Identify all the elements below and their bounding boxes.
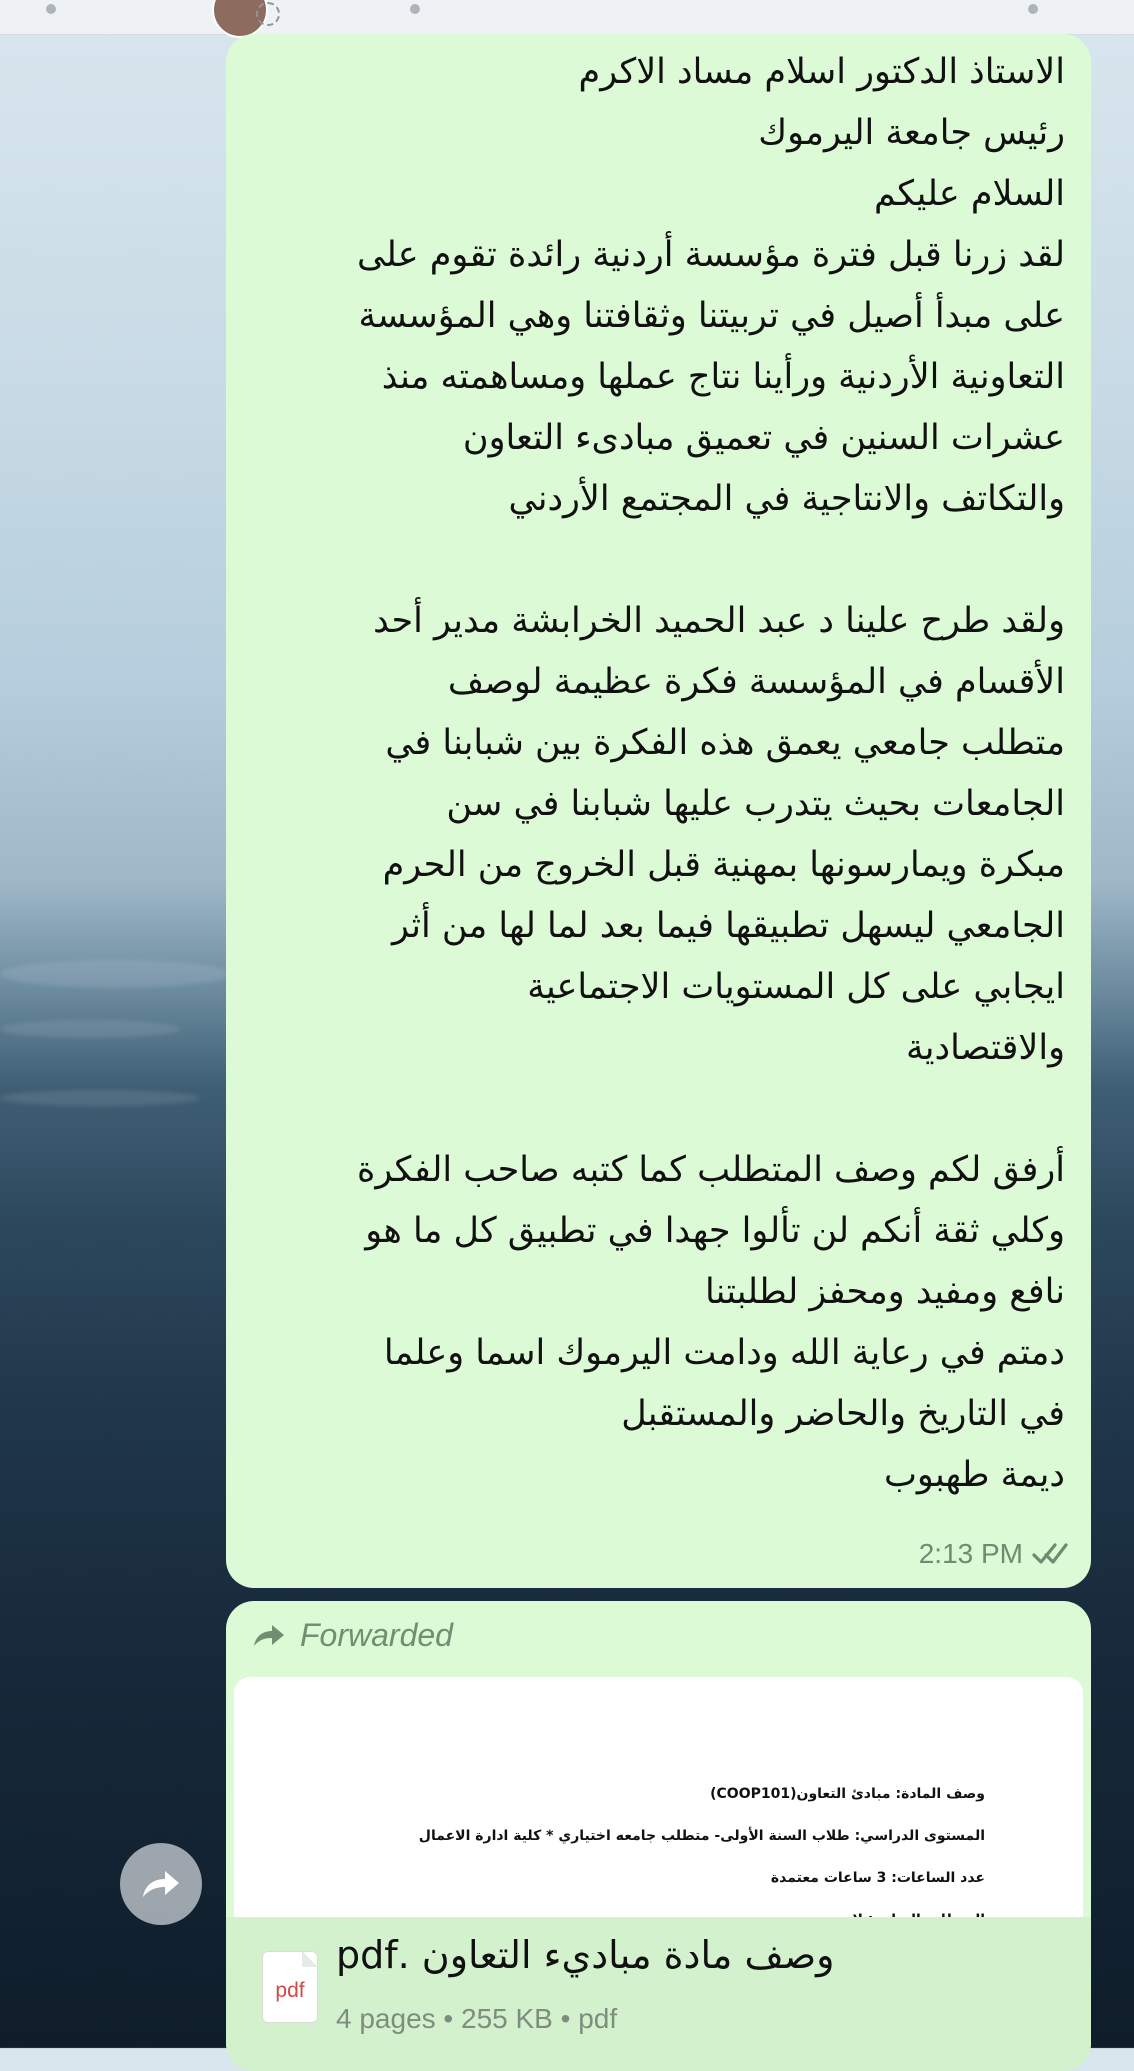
file-details: 4 pages • 255 KB • pdf <box>336 2003 618 2034</box>
forwarded-header <box>252 1617 453 1654</box>
double-check-icon <box>1031 1540 1069 1568</box>
pdf-fold-icon <box>302 1951 318 1967</box>
status-ring-icon <box>256 2 280 26</box>
preview-line: المستوى الدراسي: طلاب السنة الأولى- متطلب جامعه اختياري * كلية ادارة الاعمال <box>418 1828 985 1844</box>
wave-highlight <box>0 960 230 988</box>
wave-highlight <box>0 1020 180 1038</box>
forward-button[interactable] <box>120 1843 202 1925</box>
wave-highlight <box>0 1090 200 1106</box>
top-dot-left <box>46 4 56 14</box>
pdf-file-label: pdf <box>275 1979 305 2002</box>
share-arrow-icon <box>140 1867 182 1901</box>
attachment-bubble[interactable] <box>226 1601 1091 2071</box>
top-strip <box>0 0 1134 35</box>
message-text: الاستاذ الدكتور اسلام مساد الاكرم رئيس جامعة اليرموك السلام عليكم لقد زرنا قبل فترة مؤسسة أردنية رائدة تقوم على على مبدأ أصيل في تربيتنا وثقافتنا وهي المؤسسة التعاونية الأردنية ورأينا نتاج عملها ومساهمته منذ عشرات السنين في تعميق مبادىء التعاون والتكاتف والانتاجية في المجتمع الأردني ولقد طرح علينا د عبد الحميد الخرابشة مدير أحد الأقسام في المؤسسة فكرة عظيمة لوصف متطلب جامعي يعمق هذه الفكرة بين شبابنا في الجامعات بحيث يتدرب عليها شبابنا في سن مبكرة ويمارسونها بمهنية قبل الخروج من الحرم الجامعي ليسهل تطبيقها فيما بعد لما لها من أثر ايجابي على كل المستويات الاجتماعية والاقتصادية أرفق لكم وصف المتطلب كما كتبه صاحب الفكرة وكلي ثقة أنكم لن تألوا جهدا في تطبيق كل ما هو نافع ومفيد ومحفز لطلبتنا دمتم في رعاية الله ودامت اليرموك اسما وعلما في التاريخ والحاضر والمستقبل ديمة طهبوب <box>356 52 1065 1495</box>
document-preview[interactable] <box>234 1677 1083 1917</box>
preview-lines <box>419 1773 985 1941</box>
preview-line: عدد الساعات: 3 ساعات معتمدة <box>770 1870 985 1886</box>
message-bubble[interactable] <box>226 34 1091 1588</box>
top-dot-right <box>1028 4 1038 14</box>
pdf-file-icon <box>262 1951 318 2023</box>
file-name: وصف مادة مباديء التعاون .pdf <box>336 1933 835 1977</box>
message-meta <box>919 1538 1069 1570</box>
preview-line: وصف المادة: مبادئ التعاون(COOP101) <box>710 1786 985 1802</box>
forwarded-label: Forwarded <box>300 1617 453 1653</box>
file-info[interactable] <box>226 1917 1091 2071</box>
top-dot-center <box>410 4 420 14</box>
message-time: 2:13 PM <box>918 1538 1023 1569</box>
forward-arrow-icon <box>252 1623 286 1649</box>
